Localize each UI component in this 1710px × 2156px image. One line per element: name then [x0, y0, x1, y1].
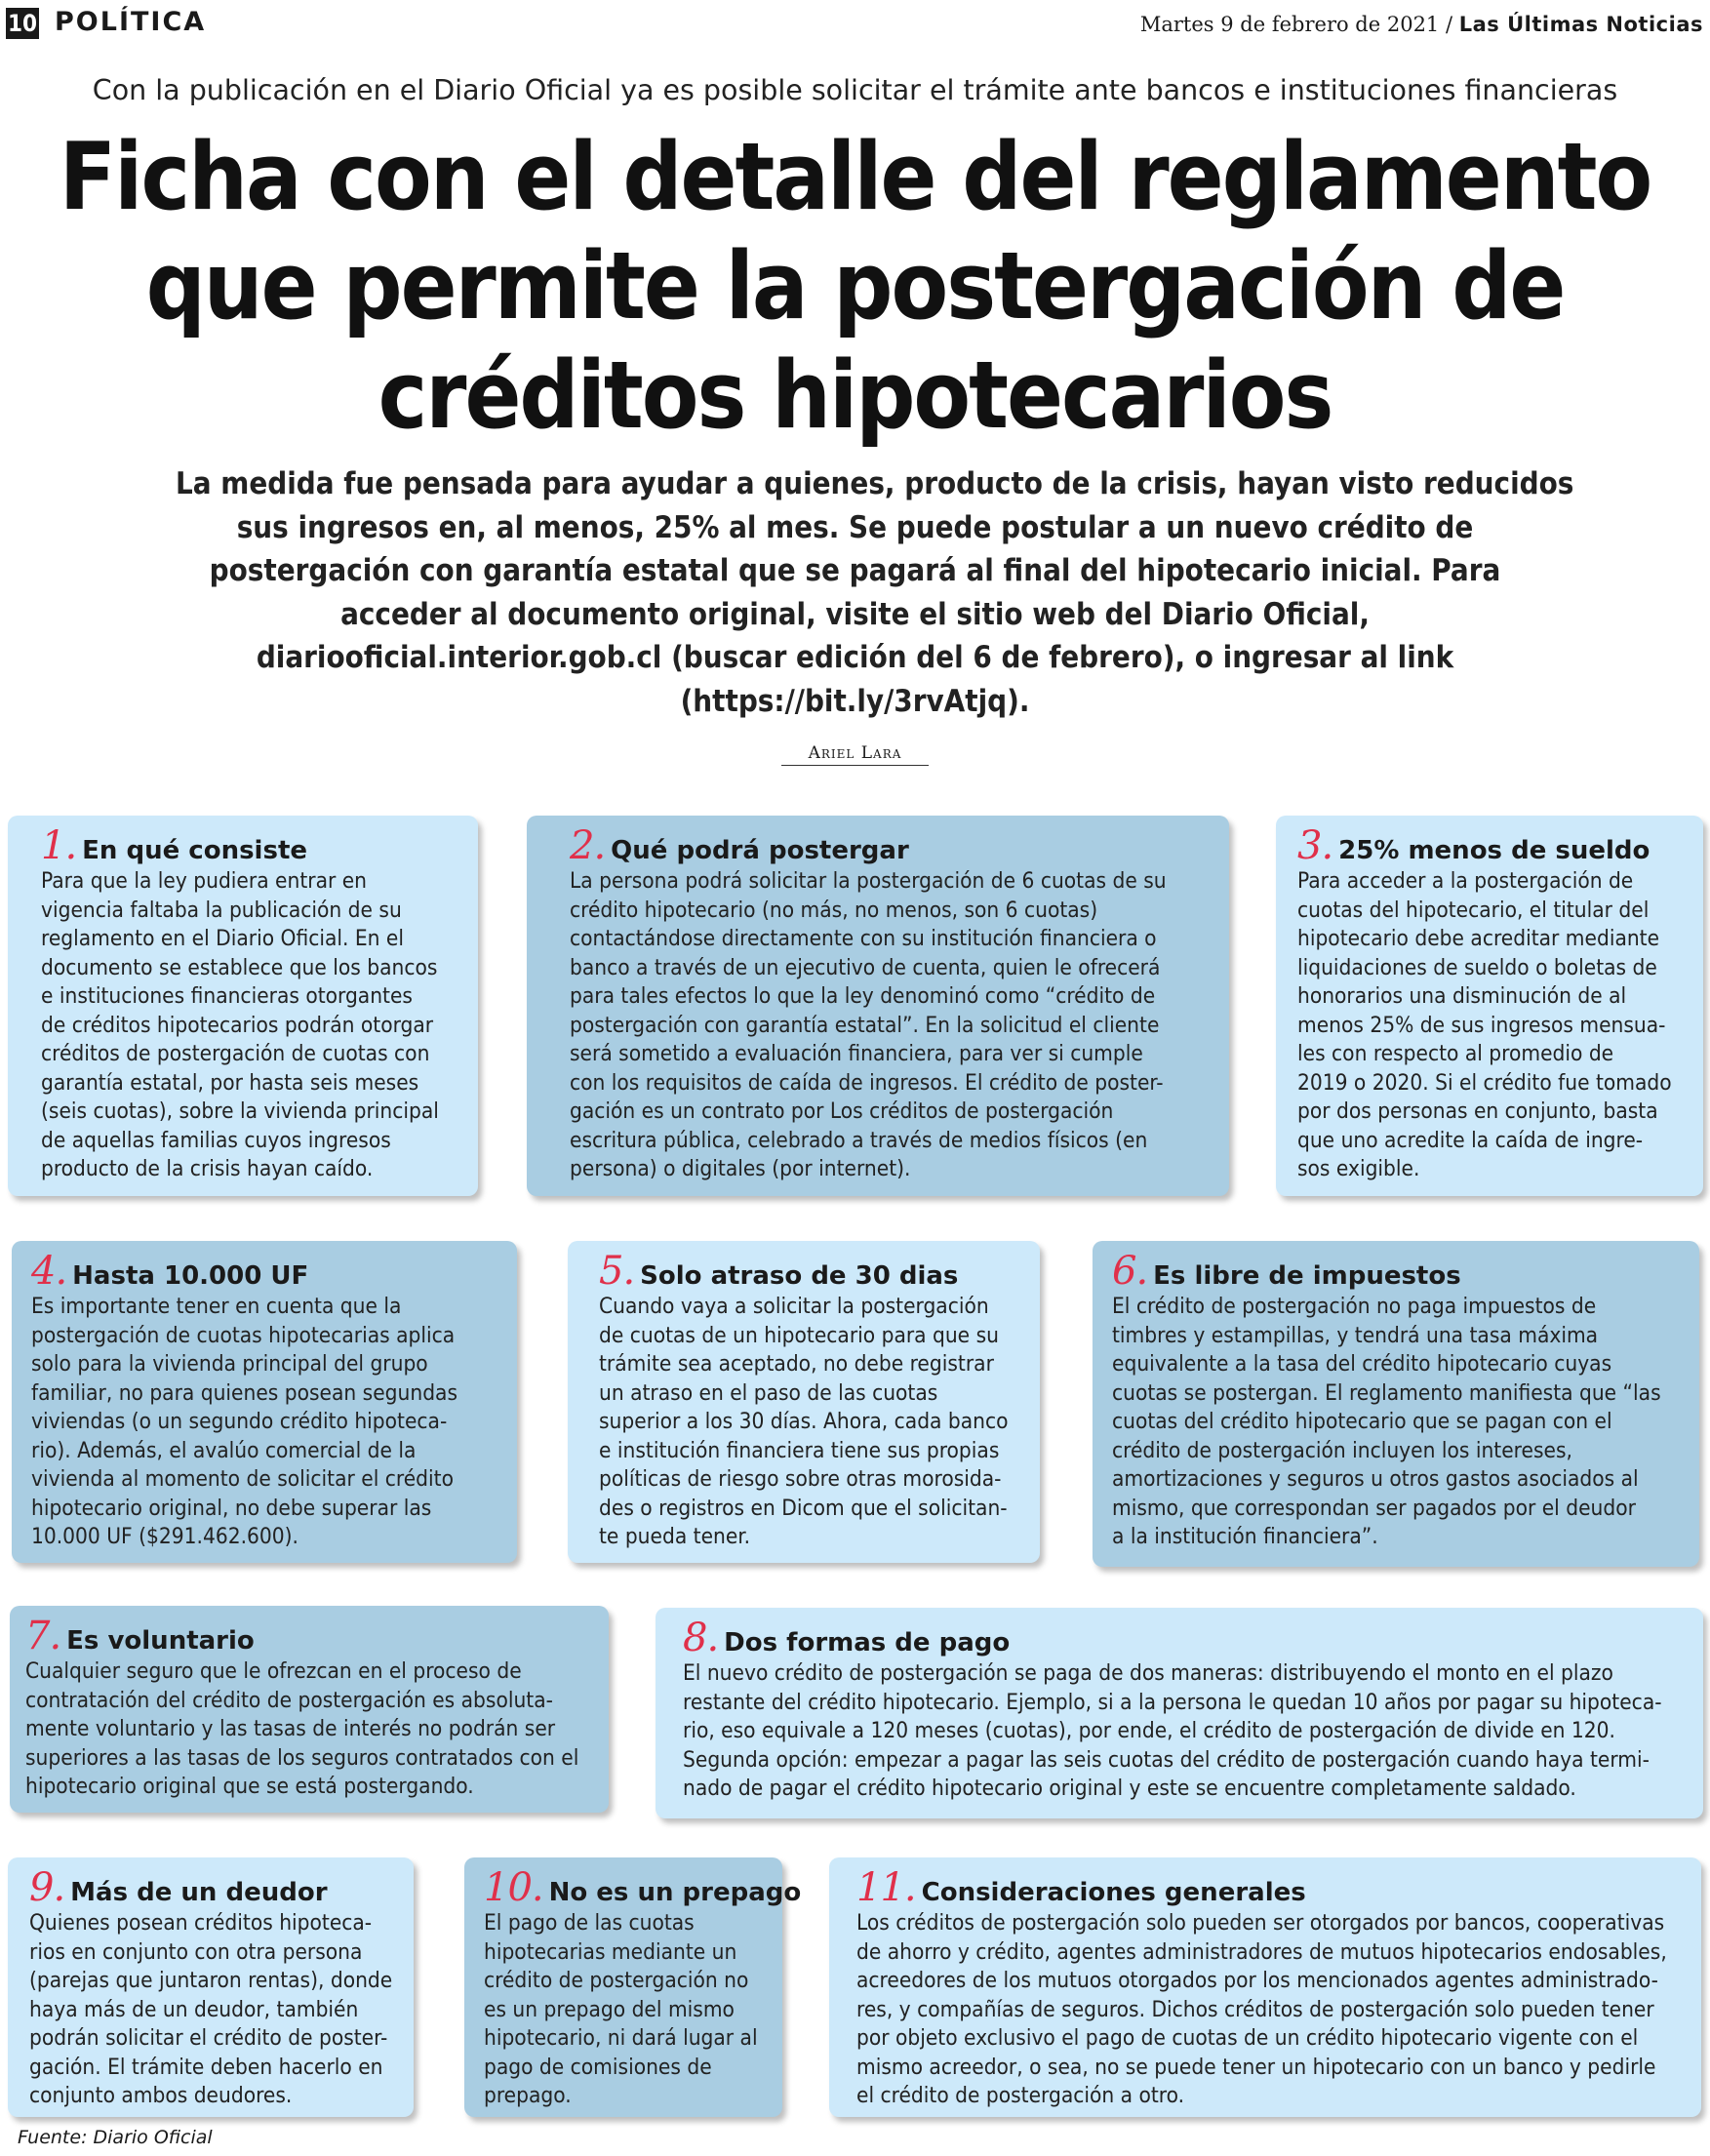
box-line: timbres y estampillas, y tendrá una tasa máxima [1112, 1322, 1599, 1348]
box-title-text: Solo atraso de 30 dias [640, 1261, 959, 1291]
box-line: mismo acreedor, o sea, no se puede tener un hipotecario con un banco y pedirle [856, 2054, 1656, 2080]
box-line: con los requisitos de caída de ingresos. El crédito de poster- [570, 1069, 1164, 1096]
box-line: superiores a las tasas de los seguros contratados con el [25, 1744, 579, 1771]
box-line: garantía estatal, por hasta seis meses [41, 1069, 419, 1096]
box-line: (parejas que juntaron rentas), donde [29, 1968, 393, 1993]
box-line: menos 25% de sus ingresos mensua- [1297, 1012, 1666, 1038]
box-line: sos exigible. [1297, 1156, 1420, 1181]
box-body [31, 1293, 497, 1552]
box-line: podrán solicitar el crédito de poster- [29, 2025, 388, 2051]
box-number: 11. [856, 1865, 916, 1910]
box-line: trámite sea aceptado, no debe registrar [599, 1351, 994, 1377]
box-body [1297, 867, 1684, 1184]
box-number: 6. [1112, 1249, 1148, 1294]
box-line: Cualquier seguro que le ofrezcan en el proceso de [25, 1658, 522, 1684]
box-title-text: Dos formas de pago [724, 1628, 1011, 1657]
info-box-4 [12, 1241, 517, 1563]
box-line: será sometido a evaluación financiera, para ver si cumple [570, 1041, 1143, 1066]
box-title [856, 1865, 1682, 1910]
box-body [41, 867, 458, 1184]
lead-line: (https://bit.ly/3rvAtjq). [680, 683, 1030, 719]
box-number: 10. [484, 1865, 543, 1910]
box-line: haya más de un deudor, también [29, 1996, 359, 2022]
box-line: cuotas del hipotecario, el titular del [1297, 897, 1650, 923]
box-line: vigencia faltaba la publicación de su [41, 897, 402, 923]
box-title-text: Es voluntario [66, 1626, 255, 1656]
box-line: les con respecto al promedio de [1297, 1041, 1614, 1066]
box-line: rios en conjunto con otra persona [29, 1938, 363, 1965]
headline-line: créditos hipotecarios [378, 342, 1332, 450]
box-title-text: Es libre de impuestos [1153, 1261, 1461, 1291]
box-line: te pueda tener. [599, 1524, 751, 1549]
box-line: contactándose directamente con su institución financiera o [570, 926, 1157, 951]
box-title-text: Qué podrá postergar [611, 836, 909, 865]
kicker: Con la publicación en el Diario Oficial ya es posible solicitar el trámite ante bancos e instituciones financieras [92, 74, 1618, 106]
box-line: políticas de riesgo sobre otras morosida- [599, 1466, 1002, 1492]
box-line: liquidaciones de sueldo o boletas de [1297, 954, 1657, 980]
box-line: de aquellas familias cuyos ingresos [41, 1127, 391, 1153]
box-line: reglamento en el Diario Oficial. En el [41, 926, 404, 951]
box-title-text: Consideraciones generales [921, 1878, 1306, 1907]
box-title [683, 1616, 1684, 1660]
box-title [484, 1865, 802, 1910]
box-line: superior a los 30 días. Ahora, cada banco [599, 1409, 1009, 1434]
box-number: 5. [599, 1249, 635, 1294]
info-box-1 [8, 816, 478, 1196]
box-line: conjunto ambos deudores. [29, 2083, 293, 2108]
box-line: de ahorro y crédito, agentes administradores de mutuos hipotecarios endosables, [856, 1938, 1667, 1965]
box-line: contratación del crédito de postergación es absoluta- [25, 1687, 553, 1713]
info-box-3 [1276, 816, 1703, 1196]
box-line: e institución financiera tiene sus propias [599, 1437, 1000, 1463]
box-title [41, 823, 458, 868]
box-line: hipotecarias mediante un [484, 1938, 737, 1965]
box-title [25, 1614, 589, 1658]
box-line: La persona podrá solicitar la postergación de 6 cuotas de su [570, 868, 1167, 894]
lead-line: sus ingresos en, al menos, 25% al mes. Se puede postular a un nuevo crédito de [236, 509, 1474, 545]
box-line: familiar, no para quienes posean segundas [31, 1379, 458, 1406]
box-body [683, 1659, 1684, 1804]
box-number: 9. [29, 1865, 65, 1910]
info-box-9 [8, 1857, 414, 2117]
lead-paragraph [176, 462, 1574, 723]
box-title [1297, 823, 1684, 868]
box-line: Para que la ley pudiera entrar en [41, 868, 368, 894]
box-line: créditos de postergación de cuotas con [41, 1041, 430, 1066]
box-body [484, 1909, 763, 2111]
box-line: por objeto exclusivo el pago de cuotas de un crédito hipotecario vigente con el [856, 2025, 1639, 2051]
box-line: producto de la crisis hayan caído. [41, 1156, 374, 1181]
box-line: Quienes posean créditos hipoteca- [29, 1910, 373, 1936]
lead-line: La medida fue pensada para ayudar a quienes, producto de la crisis, hayan visto reducidos [176, 466, 1574, 501]
info-box-6 [1093, 1241, 1699, 1567]
box-title-text: Hasta 10.000 UF [72, 1261, 309, 1291]
box-number: 3. [1297, 823, 1333, 868]
box-line: escritura pública, celebrado a través de medios físicos (en [570, 1127, 1148, 1153]
box-title-text: Más de un deudor [70, 1878, 328, 1907]
box-title [570, 823, 1210, 868]
newspaper-name: Las Últimas Noticias [1458, 13, 1703, 36]
box-line: a la institución financiera”. [1112, 1524, 1378, 1549]
box-line: Es importante tener en cuenta que la [31, 1294, 402, 1319]
box-number: 7. [25, 1614, 61, 1658]
box-line: prepago. [484, 2083, 572, 2108]
box-line: pago de comisiones de [484, 2054, 712, 2080]
box-line: cuotas del crédito hipotecario que se pagan con el [1112, 1409, 1612, 1434]
box-line: banco a través de un ejecutivo de cuenta, quien le ofrecerá [570, 954, 1161, 980]
info-box-8 [656, 1608, 1703, 1818]
box-line: El pago de las cuotas [484, 1910, 695, 1936]
box-title [1112, 1249, 1680, 1294]
box-title [599, 1249, 1020, 1294]
info-box-5 [568, 1241, 1040, 1563]
box-line: restante del crédito hipotecario. Ejemplo, si a la persona le quedan 10 años por pagar su hipoteca- [683, 1689, 1662, 1715]
lead-line: postergación con garantía estatal que se pagará al final del hipotecario inicial. Para [209, 553, 1501, 588]
box-title [31, 1249, 497, 1294]
box-line: cuotas se postergan. El reglamento manifiesta que “las [1112, 1379, 1661, 1406]
box-line: postergación con garantía estatal”. En la solicitud el cliente [570, 1012, 1160, 1038]
box-body [25, 1657, 589, 1802]
lead-line: acceder al documento original, visite el sitio web del Diario Oficial, [340, 596, 1370, 632]
box-title-text: En qué consiste [82, 836, 308, 865]
box-body [599, 1293, 1020, 1552]
box-line: equivalente a la tasa del crédito hipotecario cuyas [1112, 1351, 1612, 1377]
box-line: crédito hipotecario (no más, no menos, son 6 cuotas) [570, 897, 1098, 923]
box-line: mismo, que correspondan ser pagados por el deudor [1112, 1495, 1636, 1521]
box-line: Los créditos de postergación solo pueden ser otorgados por bancos, cooperativas [856, 1910, 1665, 1936]
box-line: crédito de postergación incluyen los intereses, [1112, 1437, 1572, 1463]
box-line: nado de pagar el crédito hipotecario original y este se encuentre completamente saldado. [683, 1776, 1576, 1801]
box-number: 8. [683, 1616, 719, 1660]
box-line: es un prepago del mismo [484, 1996, 735, 2022]
box-line: documento se establece que los bancos [41, 954, 438, 980]
info-box-2 [527, 816, 1229, 1196]
box-line: hipotecario original, no debe superar las [31, 1495, 432, 1521]
box-line: hipotecario debe acreditar mediante [1297, 926, 1660, 951]
box-line: para tales efectos lo que la ley denominó como “crédito de [570, 983, 1156, 1009]
box-number: 1. [41, 823, 77, 868]
box-title-text: No es un prepago [548, 1878, 802, 1907]
box-line: de créditos hipotecarios podrán otorgar [41, 1012, 434, 1038]
info-box-10 [464, 1857, 802, 2117]
box-line: persona) o digitales (por internet). [570, 1156, 911, 1181]
box-line: viviendas (o un segundo crédito hipoteca- [31, 1409, 448, 1434]
info-box-7 [10, 1606, 609, 1813]
box-line: Segunda opción: empezar a pagar las seis cuotas del crédito de postergación cuando haya termi- [683, 1746, 1650, 1773]
box-line: postergación de cuotas hipotecarias aplica [31, 1322, 456, 1348]
box-body [856, 1909, 1682, 2111]
box-line: El nuevo crédito de postergación se paga de dos maneras: distribuyendo el monto en el plazo [683, 1660, 1613, 1686]
headline [0, 123, 1710, 451]
box-line: Para acceder a la postergación de [1297, 868, 1634, 894]
box-line: des o registros en Dicom que el solicitan- [599, 1495, 1008, 1521]
box-line: Cuando vaya a solicitar la postergación [599, 1294, 989, 1319]
byline [0, 743, 1710, 763]
box-number: 4. [31, 1249, 67, 1294]
source-credit: Fuente: Diario Oficial [18, 2127, 213, 2148]
box-line: res, y compañías de seguros. Dichos créditos de postergación solo pueden tener [856, 1996, 1654, 2022]
author-name: Ariel Lara [781, 743, 930, 766]
box-line: (seis cuotas), sobre la vivienda principal [41, 1098, 439, 1124]
box-line: solo para la vivienda principal del grupo [31, 1351, 428, 1377]
box-line: vivienda al momento de solicitar el crédito [31, 1466, 454, 1492]
box-line: gación es un contrato por Los créditos de postergación [570, 1098, 1114, 1124]
box-line: un atraso en el paso de las cuotas [599, 1379, 938, 1406]
box-number: 2. [570, 823, 606, 868]
box-line: El crédito de postergación no paga impuestos de [1112, 1294, 1597, 1319]
section-name: POLÍTICA [55, 7, 207, 37]
box-line: gación. El trámite deben hacerlo en [29, 2054, 383, 2080]
headline-line: Ficha con el detalle del reglamento [59, 124, 1651, 231]
box-line: amortizaciones y seguros u otros gastos asociados al [1112, 1466, 1639, 1492]
box-line: honorarios una disminución de al [1297, 983, 1627, 1009]
box-title [29, 1865, 394, 1910]
dateline [1140, 12, 1703, 37]
box-line: 10.000 UF ($291.462.600). [31, 1524, 298, 1549]
box-line: rio, eso equivale a 120 meses (cuotas), por ende, el crédito de postergación de divide en 120. [683, 1718, 1615, 1743]
box-line: acreedores de los mutuos otorgados por los mencionados agentes administrado- [856, 1968, 1658, 1993]
box-line: el crédito de postergación a otro. [856, 2083, 1185, 2108]
box-body [570, 867, 1210, 1184]
page-header [6, 6, 1703, 41]
page-number: 10 [7, 10, 38, 37]
headline-line: que permite la postergación de [145, 233, 1565, 340]
box-line: por dos personas en conjunto, basta [1297, 1098, 1658, 1124]
box-line: hipotecario, ni dará lugar al [484, 2025, 758, 2051]
box-title-text: 25% menos de sueldo [1338, 836, 1650, 865]
date-text: Martes 9 de febrero de 2021 / [1139, 13, 1459, 36]
info-box-11 [829, 1857, 1701, 2117]
lead-line: diariooficial.interior.gob.cl (buscar edición del 6 de febrero), o ingresar al link [256, 640, 1454, 675]
box-line: de cuotas de un hipotecario para que su [599, 1322, 999, 1348]
box-line: rio). Además, el avalúo comercial de la [31, 1437, 417, 1463]
box-line: que uno acredite la caída de ingre- [1297, 1127, 1644, 1153]
box-line: hipotecario original que se está postergando. [25, 1774, 474, 1799]
box-line: 2019 o 2020. Si el crédito fue tomado [1297, 1069, 1672, 1096]
box-body [29, 1909, 394, 2111]
box-line: crédito de postergación no [484, 1968, 749, 1993]
box-line: e instituciones financieras otorgantes [41, 983, 413, 1009]
box-line: mente voluntario y las tasas de interés no podrán ser [25, 1716, 556, 1741]
box-body [1112, 1293, 1680, 1552]
